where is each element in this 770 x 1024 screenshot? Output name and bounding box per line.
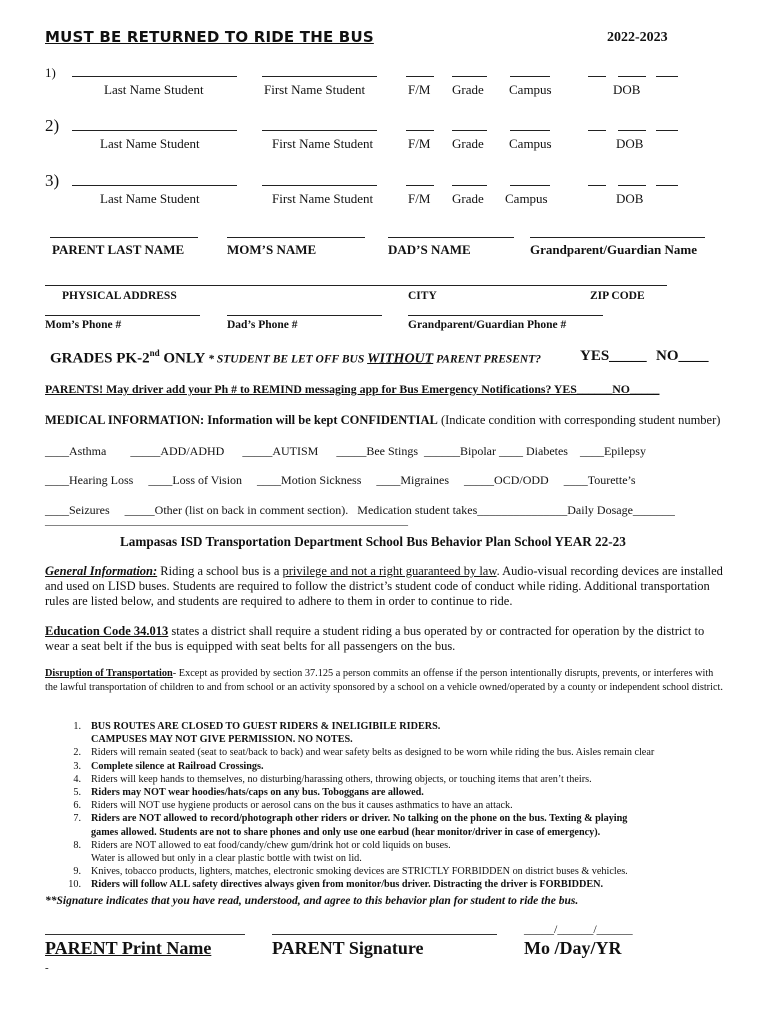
blank-line[interactable] [72,130,237,131]
blank-line[interactable] [406,130,434,131]
city-field[interactable]: CITY [408,290,437,302]
rule-text: Riders are NOT allowed to record/photograph other riders or driver. No talking on the phone on the bus. Texting & playing [91,813,628,825]
dad-phone-field[interactable]: Dad’s Phone # [227,319,298,331]
signature-note: **Signature indicates that you have read, understood, and agree to this behavior plan for student to ride the bus. [45,895,579,907]
dob-label: DOB [616,191,644,206]
rule-text: CAMPUSES MAY NOT GIVE PERMISSION. NO NOTES. [91,734,353,746]
blank-line[interactable] [262,76,377,77]
row-number: 1) [45,65,56,80]
blank-line[interactable] [588,76,606,77]
blank-line[interactable] [588,185,606,186]
mom-phone-field[interactable]: Mom’s Phone # [45,319,122,331]
first-name-label: First Name Student [272,136,374,151]
blank-line[interactable] [618,76,646,77]
rule-text: Riders will follow ALL safety directives always given from monitor/bus driver. Distracting the driver is FORBIDDEN. [91,879,604,891]
sex-label: F/M [408,136,431,151]
blank-line[interactable] [618,185,646,186]
last-name-label: Last Name Student [100,136,200,151]
blank-line[interactable] [656,130,678,131]
guardian-name-field[interactable]: Grandparent/Guardian Name [530,242,697,257]
rule-number: 4. [73,773,81,785]
medical-notes-line[interactable]: __________________________________________________________________ [45,515,408,527]
rule-line [45,760,735,773]
behavior-plan-title: Lampasas ISD Transportation Department School Bus Behavior Plan School YEAR 22-23 [120,534,626,549]
blank-line[interactable] [406,185,434,186]
rule-line [45,746,735,759]
rule-text: BUS ROUTES ARE CLOSED TO GUEST RIDERS & INELIGIBILE RIDERS. [91,721,441,732]
rule-text: Riders are NOT allowed to eat food/candy/chew gum/drink hot or cold liquids on buses. [91,839,451,851]
rule-number: 6. [73,800,81,812]
education-code: Education Code 34.013 states a district shall require a student riding a bus operated by or contracted for operation by the district to wear a seat belt if the bus is equipped with seat belts for all passengers on the bus. [45,624,705,653]
rule-line [45,865,735,878]
blank-line[interactable] [262,130,377,131]
blank-line[interactable] [452,185,487,186]
blank-line[interactable] [510,130,550,131]
grade-label: Grade [452,82,484,97]
dob-label: DOB [613,82,641,97]
rule-line [45,773,735,786]
campus-label: Campus [505,191,548,206]
blank-line[interactable] [618,130,646,131]
blank-line[interactable] [72,76,237,77]
blank-line[interactable] [452,76,487,77]
blank-line[interactable] [656,76,678,77]
medical-heading: MEDICAL INFORMATION: Information will be kept CONFIDENTIAL (Indicate condition with corresponding student number) [45,413,721,427]
blank-line[interactable] [452,130,487,131]
rule-line [45,733,735,746]
rule-text: Riders will keep hands to themselves, no disturbing/harassing others, throwing objects, or touching items that aren’t theirs. [91,773,592,785]
parent-last-name-field[interactable]: PARENT LAST NAME [52,242,185,257]
mom-name-field[interactable]: MOM’S NAME [227,242,317,257]
rule-number: 7. [73,813,81,825]
rule-line [45,799,735,812]
rule-number: 10. [68,879,81,891]
blank-line[interactable] [406,76,434,77]
rule-number: 3. [73,760,81,772]
rule-text: Riders will NOT use hygiene products or aerosol cans on the bus it causes asthmatics to have an attack. [91,800,513,812]
rule-text: Riders will remain seated (seat to seat/back to back) and wear safety belts as designed to be worn while riding the bus. Aisles remain clear [91,747,655,759]
form-title: MUST BE RETURNED TO RIDE THE BUS [45,28,374,46]
rule-number: 1. [73,721,81,732]
row-number: 2) [45,116,60,135]
grades-no-option[interactable]: NO____ [656,348,709,364]
campus-label: Campus [509,136,552,151]
blank-line[interactable] [262,185,377,186]
blank-line[interactable] [72,185,237,186]
footer-mark: - [45,962,49,974]
guardian-phone-field[interactable]: Grandparent/Guardian Phone # [408,319,567,331]
parent-signature-field[interactable]: PARENT Signature [272,938,424,958]
rule-line [45,878,735,891]
first-name-label: First Name Student [264,82,366,97]
general-information: General Information: Riding a school bus is a privilege and not a right guaranteed by law. Audio-visual recording devices are installed and used on LISD buses. Students are required to follow the district’s student code of conduct while riding. Additional transportation rules are listed below, and students are required to adhere to them in order to continue to ride. [45,564,723,608]
rule-line [45,720,735,733]
remind-question[interactable]: PARENTS! May driver add your Ph # to REMIND messaging app for Bus Emergency Notifications? YES______NO_____ [45,382,660,396]
disruption-of-transportation: Disruption of Transportation- Except as provided by section 37.125 a person commits an offense if the person intentionally disrupts, prevents, or interferes with the lawful transportation of children to and from school or an activity sponsored by a school on a vehicle owned/operated by a county or independent school district. [45,668,723,693]
parent-print-name-field[interactable]: PARENT Print Name [45,938,212,958]
rule-text: Complete silence at Railroad Crossings. [91,760,264,772]
rule-number: 9. [73,866,81,878]
medical-conditions-row-1[interactable]: ____Asthma _____ADD/ADHD _____AUTISM _____Bee Stings ______Bipolar ____ Diabetes ____Epilepsy [45,444,646,458]
medical-conditions-row-2[interactable]: ____Hearing Loss ____Loss of Vision ____Motion Sickness ____Migraines _____OCD/ODD ____Tourette’s [45,473,636,487]
without-emphasis: WITHOUT [367,351,434,367]
rule-line [45,839,735,852]
grades-yes-option[interactable]: YES_____ [580,348,647,364]
rule-line [45,826,735,839]
bus-rules-list [45,720,735,892]
rule-text: Water is allowed but only in a clear plastic bottle with twist on lid. [91,853,362,865]
blank-line[interactable] [510,76,550,77]
rule-line [45,786,735,799]
dad-name-field[interactable]: DAD’S NAME [388,242,471,257]
rule-text: games allowed. Students are not to share phones and only use one earbud (hear monitor/driver in case of emergency). [91,826,601,838]
physical-address-field[interactable]: PHYSICAL ADDRESS [62,290,177,302]
last-name-label: Last Name Student [100,191,200,206]
blank-line[interactable] [510,185,550,186]
rule-number: 5. [73,787,81,799]
rule-line [45,852,735,865]
sex-label: F/M [408,82,431,97]
last-name-label: Last Name Student [104,82,204,97]
blank-line[interactable] [656,185,678,186]
blank-line[interactable] [588,130,606,131]
sex-label: F/M [408,191,431,206]
campus-label: Campus [509,82,552,97]
rule-text: Riders may NOT wear hoodies/hats/caps on any bus. Toboggans are allowed. [91,787,424,799]
row-number: 3) [45,171,60,190]
date-blank[interactable]: _____/______/______ [524,922,633,936]
rule-text: Knives, tobacco products, lighters, matches, electronic smoking devices are STRICTLY FORBIDDEN on district buses & vehicles. [91,866,628,878]
rule-line [45,812,735,825]
dob-label: DOB [616,136,644,151]
zip-code-field[interactable]: ZIP CODE [590,290,645,302]
medical-conditions-row-3[interactable]: ____Seizures _____Other (list on back in comment section). Medication student takes_______________Daily Dosage_______ [45,503,675,517]
first-name-label: First Name Student [272,191,374,206]
rule-number: 2. [73,747,81,759]
grade-label: Grade [452,191,484,206]
rule-number: 8. [73,839,81,851]
grade-label: Grade [452,136,484,151]
school-year: 2022-2023 [607,30,668,45]
date-field[interactable]: Mo /Day/YR [524,938,622,958]
grades-question: GRADES PK-2nd ONLY * STUDENT BE LET OFF BUS WITHOUT PARENT PRESENT? [50,348,542,367]
